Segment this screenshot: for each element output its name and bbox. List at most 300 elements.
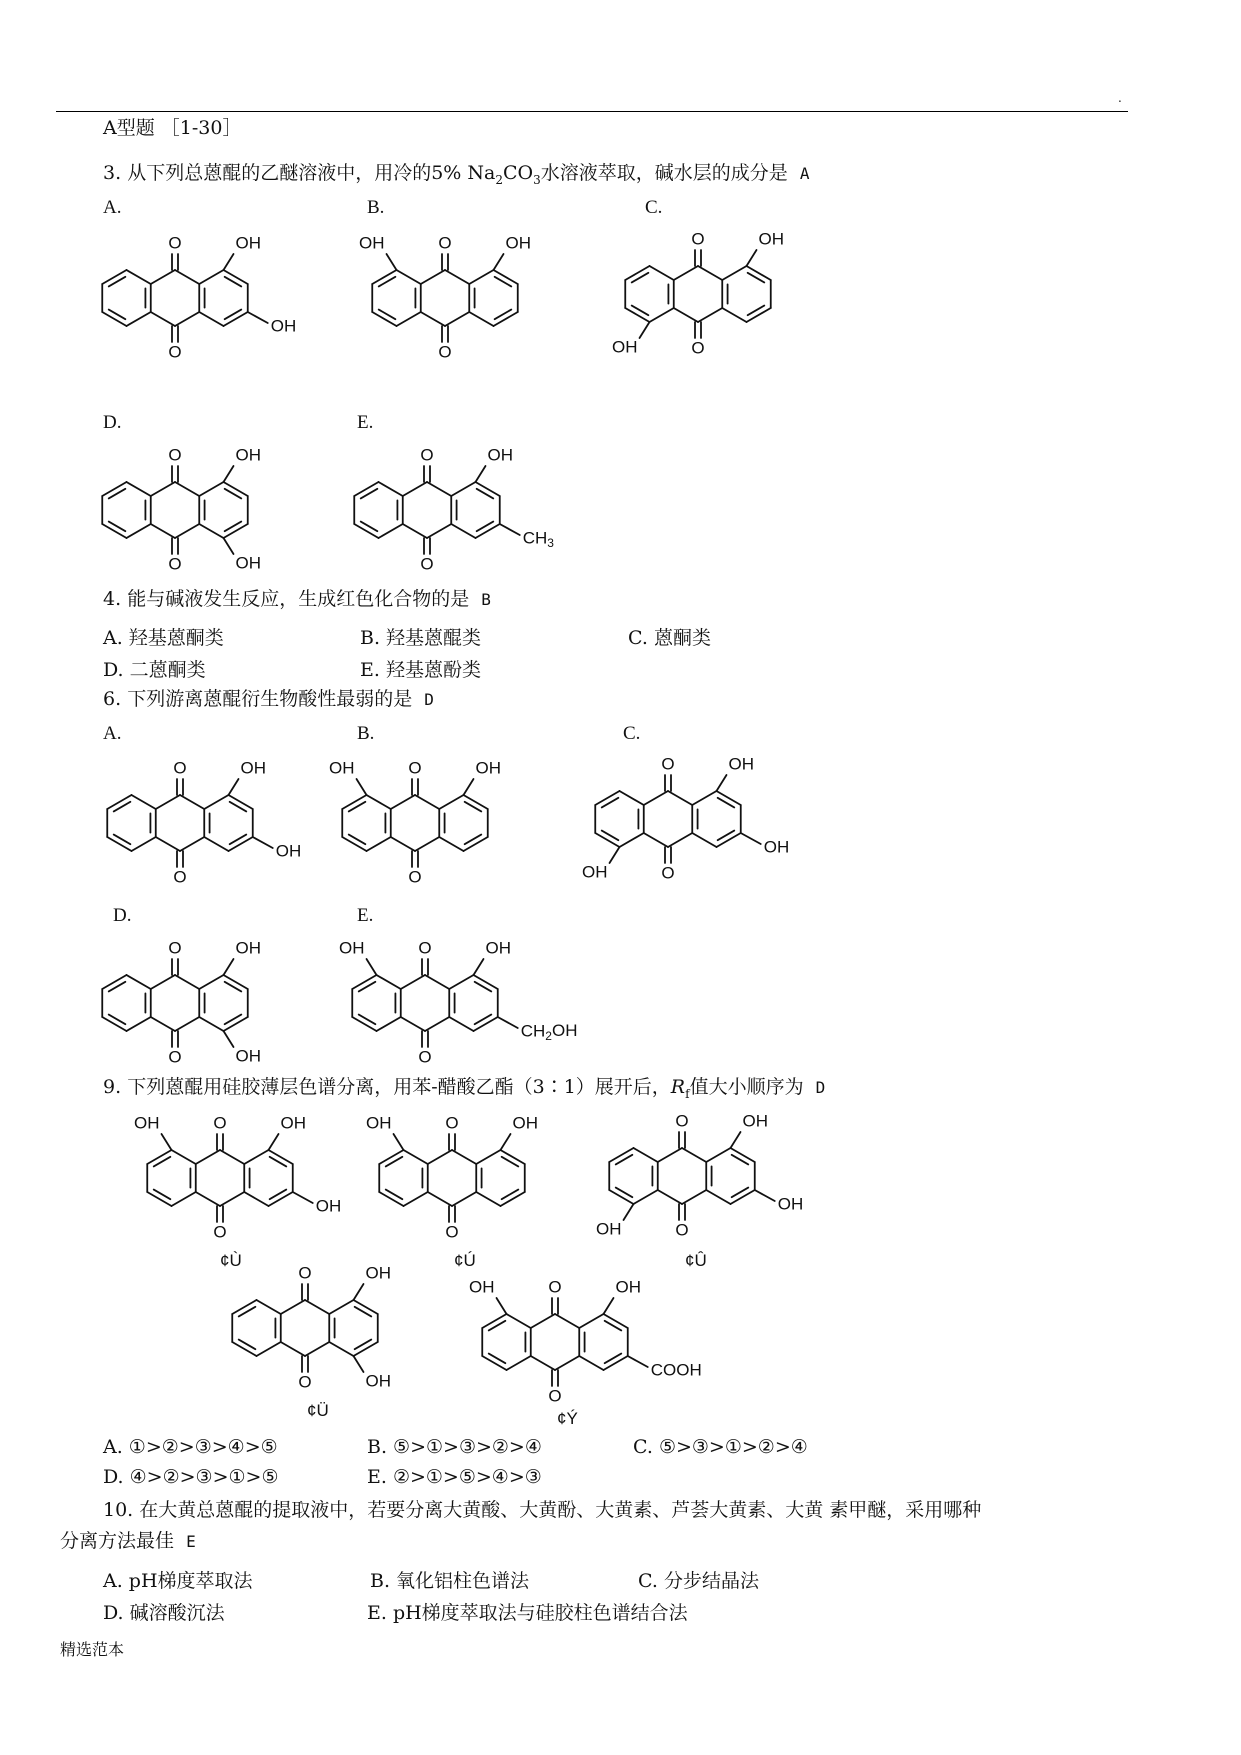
ring-bond: [463, 837, 487, 851]
oh-label: OH: [505, 233, 531, 253]
ring-bond: [482, 1356, 506, 1370]
ring-bond: [625, 266, 649, 280]
oh-bond: [746, 250, 756, 266]
q9-marker-4: ¢Ü: [307, 1401, 329, 1420]
ring-bond: [232, 1342, 256, 1356]
oh-bond: [624, 1204, 634, 1220]
ring-bond: [196, 1192, 220, 1206]
ring-bond: [674, 266, 698, 280]
q3-answer: A: [799, 164, 810, 183]
ring-bond: [107, 837, 131, 851]
oh-bond: [473, 959, 483, 975]
ring-bond: [151, 482, 175, 496]
ring-bond: [425, 975, 449, 989]
ring-bond: [199, 270, 223, 284]
oh-bond: [223, 254, 233, 270]
ring-bond: [403, 524, 427, 538]
q10-answer: E: [186, 1532, 196, 1551]
q10-stem-line1: 10. 在大黄总蒽醌的提取液中，若要分离大黄酸、大黄酚、大黄素、芦荟大黄素、大黄 素甲醚，采用哪种: [103, 1499, 982, 1521]
ring-bond: [473, 1017, 497, 1031]
q3-structure-a: [105, 232, 305, 372]
ring-bond: [151, 1017, 175, 1031]
ring-bond: [716, 791, 740, 805]
ring-bond: [367, 795, 391, 809]
ring-bond: [698, 308, 722, 322]
oh-bond: [497, 1298, 507, 1314]
oh-label: OH: [615, 1277, 641, 1297]
ring-bond: [223, 312, 247, 326]
ring-bond: [668, 833, 692, 847]
ring-bond: [555, 1314, 579, 1328]
substituent-label: OH: [763, 837, 790, 857]
oh-label: OH: [359, 233, 385, 253]
oh-label: OH: [134, 1113, 160, 1133]
q3-label-e: E.: [357, 412, 374, 433]
q9-marker-2: ¢Ú: [454, 1251, 476, 1270]
q9-option-c: C. ⑤>③>①>②>④: [633, 1436, 808, 1458]
ring-bond: [555, 1356, 579, 1370]
substituent-label: COOH: [650, 1360, 702, 1380]
ring-bond: [175, 270, 199, 284]
ring-bond: [473, 975, 497, 989]
substituent-bond: [628, 1356, 648, 1367]
ring-bond: [156, 795, 180, 809]
oh-bond: [387, 254, 397, 270]
ring-bond: [151, 312, 175, 326]
oh-bond: [353, 1356, 363, 1372]
oxygen-label: O: [418, 938, 432, 958]
ring-bond: [102, 975, 126, 989]
ring-bond: [625, 308, 649, 322]
substituent-bond: [500, 524, 520, 535]
ring-bond: [620, 791, 644, 805]
ring-bond: [199, 524, 223, 538]
ring-bond: [706, 1190, 730, 1204]
ring-bond: [180, 795, 204, 809]
ring-bond: [281, 1300, 305, 1314]
oh-bond: [223, 466, 233, 482]
q6-structure-b: [329, 757, 545, 897]
ring-bond: [476, 1192, 500, 1206]
ring-bond: [746, 308, 770, 322]
oxygen-label: O: [213, 1113, 227, 1133]
ring-bond: [439, 795, 463, 809]
q4-stem: 4. 能与碱液发生反应，生成红色化合物的是 B: [103, 588, 491, 610]
ring-bond: [223, 1017, 247, 1031]
ring-bond: [107, 795, 131, 809]
substituent-bond: [498, 1017, 518, 1028]
ring-bond: [175, 975, 199, 989]
ring-bond: [644, 833, 668, 847]
oxygen-label: O: [168, 342, 182, 362]
ring-bond: [172, 1150, 196, 1164]
ring-bond: [268, 1150, 292, 1164]
ring-bond: [644, 791, 668, 805]
oxygen-label: O: [691, 229, 705, 249]
ring-bond: [716, 833, 740, 847]
oxygen-label: O: [675, 1220, 689, 1240]
oh-bond: [493, 254, 503, 270]
ring-bond: [706, 1148, 730, 1162]
q3-structure-c: [612, 228, 828, 368]
ring-bond: [151, 270, 175, 284]
ring-bond: [151, 524, 175, 538]
oh-bond: [730, 1132, 740, 1148]
ring-bond: [127, 312, 151, 326]
ring-bond: [482, 1314, 506, 1328]
substituent-label: OH: [315, 1196, 342, 1216]
ring-bond: [379, 524, 403, 538]
ring-bond: [377, 1017, 401, 1031]
substituent-bond: [741, 833, 761, 844]
ring-bond: [244, 1150, 268, 1164]
oh-label: OH: [235, 445, 261, 465]
q4-option-b: B. 羟基蒽醌类: [360, 627, 482, 649]
ring-bond: [220, 1150, 244, 1164]
ring-bond: [305, 1300, 329, 1314]
ring-bond: [428, 1150, 452, 1164]
q9-structure-5: [469, 1276, 765, 1426]
footer-text: 精选范本: [60, 1640, 125, 1659]
ring-bond: [102, 270, 126, 284]
oh-bond: [162, 1134, 172, 1150]
q3-label-d: D.: [103, 412, 122, 433]
ring-bond: [204, 795, 228, 809]
oh-bond: [603, 1298, 613, 1314]
ring-bond: [722, 266, 746, 280]
ring-bond: [379, 1192, 403, 1206]
q4-answer: B: [481, 590, 491, 609]
ring-bond: [196, 1150, 220, 1164]
ring-bond: [102, 482, 126, 496]
ring-bond: [329, 1342, 353, 1356]
ring-bond: [500, 1150, 524, 1164]
oh-bond: [223, 959, 233, 975]
ring-bond: [223, 524, 247, 538]
ring-bond: [722, 308, 746, 322]
ring-bond: [132, 837, 156, 851]
ring-bond: [397, 312, 421, 326]
ring-bond: [658, 1190, 682, 1204]
q6-structure-a: [110, 757, 310, 897]
ring-bond: [175, 312, 199, 326]
ring-bond: [353, 1342, 377, 1356]
ring-bond: [603, 1314, 627, 1328]
oh-label: OH: [582, 862, 608, 882]
q6-label-b: B.: [357, 723, 375, 744]
ring-bond: [127, 975, 151, 989]
q9-marker-1: ¢Ù: [220, 1251, 242, 1270]
oxygen-label: O: [445, 1113, 459, 1133]
substituent-label: OH: [777, 1194, 804, 1214]
q10-option-b: B. 氧化铝柱色谱法: [370, 1570, 530, 1592]
q9-option-a: A. ①>②>③>④>⑤: [103, 1436, 278, 1458]
ring-bond: [609, 1190, 633, 1204]
oh-label: OH: [235, 553, 261, 573]
ring-bond: [682, 1190, 706, 1204]
substituent-bond: [755, 1190, 775, 1201]
ring-bond: [658, 1148, 682, 1162]
ring-bond: [452, 1150, 476, 1164]
ring-bond: [401, 1017, 425, 1031]
oxygen-label: O: [168, 938, 182, 958]
ring-bond: [102, 524, 126, 538]
ring-bond: [172, 1192, 196, 1206]
ring-bond: [634, 1190, 658, 1204]
oh-bond: [610, 847, 620, 863]
oxygen-label: O: [445, 1222, 459, 1242]
oh-label: OH: [758, 229, 784, 249]
ring-bond: [127, 482, 151, 496]
q6-answer: D: [424, 690, 434, 709]
q9-option-b: B. ⑤>①>③>②>④: [367, 1436, 542, 1458]
oxygen-label: O: [298, 1372, 312, 1392]
ring-bond: [353, 1300, 377, 1314]
q3-stem: 3. 从下列总蒽醌的乙醚溶液中，用冷的5% $Na_2CO_3$水溶液萃取，碱水层的成分是 A: [103, 162, 810, 187]
q3-structure-b: [359, 232, 575, 372]
ring-bond: [232, 1300, 256, 1314]
ring-bond: [377, 975, 401, 989]
ring-bond: [223, 482, 247, 496]
ring-bond: [445, 270, 469, 284]
ring-bond: [500, 1192, 524, 1206]
q9-marker-5: ¢Ý: [557, 1409, 578, 1428]
header-dot: .: [1118, 91, 1122, 105]
oxygen-label: O: [420, 554, 434, 574]
ring-bond: [342, 795, 366, 809]
q6-label-d: D.: [113, 905, 132, 926]
ring-bond: [469, 270, 493, 284]
ring-bond: [199, 975, 223, 989]
substituent-bond: [248, 312, 268, 323]
ring-bond: [692, 833, 716, 847]
ring-bond: [439, 837, 463, 851]
oh-label: OH: [475, 758, 501, 778]
ring-bond: [180, 837, 204, 851]
oh-label: OH: [365, 1371, 391, 1391]
ring-bond: [463, 795, 487, 809]
oxygen-label: O: [173, 867, 187, 887]
oxygen-label: O: [298, 1263, 312, 1283]
q9-structure-2: [366, 1112, 582, 1262]
ring-bond: [404, 1192, 428, 1206]
ring-bond: [475, 524, 499, 538]
ring-bond: [151, 975, 175, 989]
oxygen-label: O: [438, 342, 452, 362]
substituent-bond: [293, 1192, 313, 1203]
ring-bond: [401, 975, 425, 989]
oxygen-label: O: [408, 758, 422, 778]
q10-option-d: D. 碱溶酸沉法: [103, 1602, 225, 1624]
ring-bond: [427, 482, 451, 496]
oh-bond: [640, 322, 650, 338]
oh-label: OH: [366, 1113, 392, 1133]
oxygen-label: O: [168, 554, 182, 574]
ring-bond: [668, 791, 692, 805]
ring-bond: [507, 1314, 531, 1328]
q3-structure-d: [105, 444, 305, 584]
ring-bond: [493, 270, 517, 284]
ring-bond: [415, 837, 439, 851]
ring-bond: [415, 795, 439, 809]
ring-bond: [445, 312, 469, 326]
ring-bond: [391, 837, 415, 851]
q3-label-c: C.: [645, 197, 663, 218]
ring-bond: [220, 1192, 244, 1206]
oh-bond: [716, 775, 726, 791]
ring-bond: [127, 524, 151, 538]
ring-bond: [531, 1356, 555, 1370]
oxygen-label: O: [661, 863, 675, 883]
oh-bond: [223, 538, 233, 554]
ring-bond: [595, 833, 619, 847]
oxygen-label: O: [438, 233, 452, 253]
q3-label-b: B.: [367, 197, 385, 218]
ring-bond: [620, 833, 644, 847]
q4-option-c: C. 蒽酮类: [628, 627, 711, 649]
section-title: A型题 ［1-30］: [103, 117, 242, 139]
ring-bond: [268, 1192, 292, 1206]
q9-structure-3: [596, 1110, 842, 1260]
oxygen-label: O: [661, 754, 675, 774]
oxygen-label: O: [548, 1277, 562, 1297]
ring-bond: [175, 524, 199, 538]
ring-bond: [257, 1342, 281, 1356]
ring-bond: [391, 795, 415, 809]
ring-bond: [372, 270, 396, 284]
ring-bond: [199, 1017, 223, 1031]
ring-bond: [132, 795, 156, 809]
ring-bond: [342, 837, 366, 851]
ring-bond: [397, 270, 421, 284]
oh-label: OH: [235, 938, 261, 958]
q4-option-e: E. 羟基蒽酚类: [360, 659, 481, 681]
ring-bond: [147, 1150, 171, 1164]
ring-bond: [469, 312, 493, 326]
oh-label: OH: [235, 1046, 261, 1066]
ring-bond: [595, 791, 619, 805]
oxygen-label: O: [418, 1047, 432, 1067]
oh-label: OH: [596, 1219, 622, 1239]
ring-bond: [257, 1300, 281, 1314]
ring-bond: [147, 1192, 171, 1206]
oh-bond: [223, 1031, 233, 1047]
q6-structure-e: [339, 937, 615, 1077]
ring-bond: [223, 975, 247, 989]
q6-structure-d: [105, 937, 305, 1077]
ring-bond: [425, 1017, 449, 1031]
oxygen-label: O: [168, 233, 182, 253]
ring-bond: [403, 482, 427, 496]
oh-bond: [475, 466, 485, 482]
ring-bond: [531, 1314, 555, 1328]
oxygen-label: O: [691, 338, 705, 358]
oxygen-label: O: [213, 1222, 227, 1242]
ring-bond: [603, 1356, 627, 1370]
oh-bond: [268, 1134, 278, 1150]
ring-bond: [449, 975, 473, 989]
ring-bond: [379, 1150, 403, 1164]
ring-bond: [204, 837, 228, 851]
q6-stem: 6. 下列游离蒽醌衍生物酸性最弱的是 D: [103, 688, 434, 710]
ring-bond: [427, 524, 451, 538]
q4-option-d: D. 二蒽酮类: [103, 659, 206, 681]
ring-bond: [281, 1342, 305, 1356]
ring-bond: [372, 312, 396, 326]
ring-bond: [223, 270, 247, 284]
oh-label: OH: [469, 1277, 495, 1297]
ring-bond: [352, 975, 376, 989]
oh-bond: [463, 779, 473, 795]
oh-label: OH: [742, 1111, 768, 1131]
header-rule: [56, 111, 1128, 112]
ring-bond: [127, 270, 151, 284]
ring-bond: [156, 837, 180, 851]
oh-bond: [228, 779, 238, 795]
ring-bond: [650, 308, 674, 322]
oh-bond: [394, 1134, 404, 1150]
ring-bond: [352, 1017, 376, 1031]
ring-bond: [451, 524, 475, 538]
ring-bond: [379, 482, 403, 496]
ring-bond: [228, 837, 252, 851]
substituent-label: $CH_2OH$: [520, 1021, 578, 1044]
ring-bond: [102, 312, 126, 326]
oh-label: OH: [487, 445, 513, 465]
q9-structure-1: [134, 1112, 390, 1262]
ring-bond: [329, 1300, 353, 1314]
substituent-label: OH: [270, 316, 297, 336]
q9-stem: 9. 下列蒽醌用硅胶薄层色谱分离，用苯-醋酸乙酯（3∶1）展开后，$R_f$值大小顺序为 D: [103, 1076, 826, 1101]
oh-label: OH: [240, 758, 266, 778]
substituent-bond: [253, 837, 273, 848]
ring-bond: [244, 1192, 268, 1206]
oxygen-label: O: [173, 758, 187, 778]
ring-bond: [354, 482, 378, 496]
ring-bond: [367, 837, 391, 851]
ring-bond: [698, 266, 722, 280]
ring-bond: [476, 1150, 500, 1164]
q6-label-c: C.: [623, 723, 641, 744]
ring-bond: [507, 1356, 531, 1370]
ring-bond: [449, 1017, 473, 1031]
q9-option-e: E. ②>①>⑤>④>③: [367, 1466, 542, 1488]
ring-bond: [730, 1148, 754, 1162]
ring-bond: [199, 312, 223, 326]
ring-bond: [305, 1342, 329, 1356]
q6-label-a: A.: [103, 723, 122, 744]
ring-bond: [175, 1017, 199, 1031]
ring-bond: [579, 1356, 603, 1370]
ring-bond: [452, 1192, 476, 1206]
ring-bond: [199, 482, 223, 496]
ring-bond: [127, 1017, 151, 1031]
q9-structure-4: [235, 1262, 435, 1412]
oh-label: OH: [280, 1113, 306, 1133]
oh-bond: [357, 779, 367, 795]
ring-bond: [730, 1190, 754, 1204]
oh-bond: [500, 1134, 510, 1150]
ring-bond: [228, 795, 252, 809]
ring-bond: [421, 312, 445, 326]
q3-structure-e: [357, 444, 597, 584]
ring-bond: [674, 308, 698, 322]
ring-bond: [475, 482, 499, 496]
oh-label: OH: [728, 754, 754, 774]
oh-bond: [367, 959, 377, 975]
q10-option-c: C. 分步结晶法: [638, 1570, 759, 1592]
ring-bond: [421, 270, 445, 284]
